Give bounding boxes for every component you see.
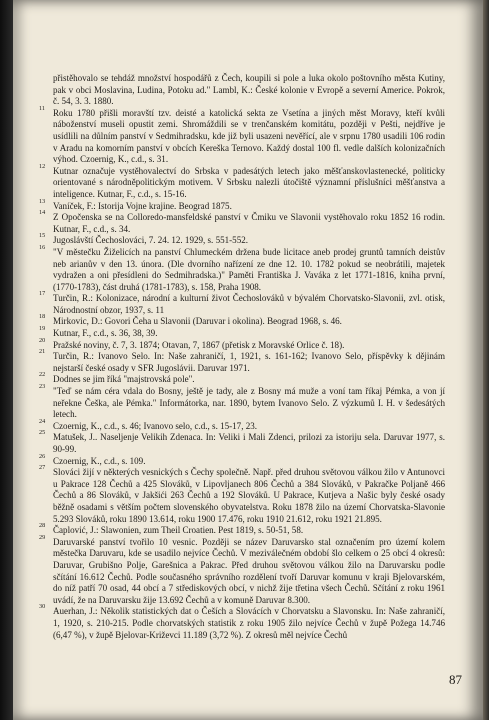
footnote-number: 25 bbox=[39, 429, 46, 437]
footnote-number: 20 bbox=[39, 336, 46, 344]
footnote-number: 28 bbox=[39, 522, 46, 530]
page-edge bbox=[483, 0, 489, 720]
footnote-text: Turčin, R.: Ivanovo Selo. In: Naše zahraničí, 1, 1921, s. 161-162; Ivanovo Selo, příspěvky k dějinám nejstarší české osady v SFR Jugoslávii. Daruvar 1971. bbox=[53, 351, 445, 373]
footnote-number: 11 bbox=[39, 104, 45, 112]
footnote bbox=[39, 348, 445, 374]
footnote-text: Matušek, J.. Naseljenje Velikih Zdenaca. In: Veliki i Mali Zdenci, prilozi za istoriju sela. Daruvar 1977, s. 90-99. bbox=[53, 432, 445, 454]
book-page bbox=[13, 0, 483, 720]
footnote-text: Daruvarské panství tvořilo 10 vesnic. Později se název Daruvarsko stal označením pro území kolem městečka Daruvaru, kde se usadilo nejvíce Čechů. V meziválečném období šlo celkem o 25 obcí 4 okresů: Daruvar, Grubišno Polje, Garešnica a Pakrac. Před druhou světovou válkou žilo na Daruvarsku podle sčítání 16.612 Čechů. Podle současného správního rozdělení tvoří Daruvar komunu v kraji Bjelovarském, do níž patří 70 osad, 44 obcí a 7 střediskových obcí, v nichž žije třetina všech Čechů. Sčítání z roku 1961 uvádí, že na Daruvarsku žije 13.692 Čechů a v komuně Daruvar 8.300. bbox=[53, 536, 445, 605]
footnote-text: Čaplović, J.: Slawonien, zum Theil Croatien. Pest 1819, s. 50-51, 58. bbox=[53, 525, 304, 536]
footnotes-block bbox=[39, 73, 445, 641]
footnote-text: Kutnar označuje vystěhovalectví do Srbska v padesátých letech jako měšťanskovlastenecké, politicky orientované s národněpolitickým motivem. V Srbsku nalezli útočiště významní příslušníci měšťanstva a inteligence. Kutnar, F., c.d., s. 15-16. bbox=[53, 165, 445, 199]
footnote-number: 19 bbox=[39, 325, 46, 333]
footnote bbox=[39, 209, 445, 235]
footnote-number: 13 bbox=[39, 197, 46, 205]
footnote-text: Auerhan, J.: Několik statistických dat o Češích a Slovácích v Chorvatsku a Slavonsku. In: Naše zahraničí, 1, 1920, s. 210-215. Podle chorvatských statistik z roku 1905 žilo nejvíce Čechů v župě Požega 14.746 (6,47 %), v župě Bjelovar-Križevci 11.189 (3,72 %). Z okresů měl nejvíce Čechů bbox=[53, 606, 445, 640]
footnote-text: "Teď se nám céra vdala do Bosny, ještě je tady, ale z Bosny má muže a voní tam říkaj Pémka, a von jí neřekne Češka, ale Pémka." Informátorka, nar. 1890, bytem Ivanovo Selo. Z výzkumů I. H. v šedesátých letech. bbox=[53, 386, 445, 420]
footnote-text: "V městečku Žiželicích na panství Chlumeckém držena bude licitace aneb prodej gruntů tamních deistův neb arianův v den 13. února. (Dle dvorního nařízení ze dne 12. 10. 1782 pokud se neobrátili, majetek vydražen a oni přesídleni do Sedmihradska.)" Paměti Františka J. Vaváka z let 1771-1816, kniha první, (1770-1783), část druhá (1781-1783), s. 158, Praha 1908. bbox=[53, 246, 445, 292]
footnote bbox=[53, 73, 445, 108]
footnote bbox=[39, 313, 445, 328]
footnote-text: Czoernig, K., c.d., s. 46; Ivanovo selo, c.d., s. 15-17, 23. bbox=[53, 420, 258, 431]
footnote-number: 17 bbox=[39, 290, 46, 298]
footnote-text: Slováci žijí v některých vesnických s Čechy společně. Např. před druhou světovou válkou žilo v Antunovci u Pakrace 128 Čechů a 425 Slováků, v Lipovljanech 806 Čechů a 384 Slováků, v Pakračke Poljaně 466 Čechů a 86 Slováků, v Jakšići 263 Čechů a 192 Slováků. U Pakrace, Kutjeva a Našic byly české osady běžně osadami s větším počtem slovenského obyvatelstva. Roku 1878 žilo na území Chorvatska-Slavonie 5.293 Slováků, roku 1890 13.614, roku 1900 17.476, roku 1910 21.612, roku 1921 21.895. bbox=[53, 467, 445, 524]
footnote bbox=[39, 243, 445, 293]
page-number: 87 bbox=[449, 672, 462, 687]
footnote-text: Czoernig, K., c.d., s. 109. bbox=[53, 455, 146, 466]
footnote-text: Turčin, R.: Kolonizace, národní a kulturní život Čechoslováků v bývalém Chorvatsko-Slavonii, zvl. otisk, Národnostní obzor, 1937, s. 11 bbox=[53, 293, 445, 315]
footnote-text: Vaníček, F.: Istorija Vojne krajine. Beograd 1875. bbox=[53, 200, 232, 211]
book-spine-shadow bbox=[0, 0, 13, 720]
footnote-number: 21 bbox=[39, 348, 46, 356]
footnote-text: Kutnar, F., c.d., s. 36, 38, 39. bbox=[53, 328, 158, 339]
footnote bbox=[39, 464, 445, 525]
footnote-number: 15 bbox=[39, 232, 46, 240]
footnote bbox=[39, 290, 445, 316]
footnote-number: 24 bbox=[39, 417, 46, 425]
footnote-number: 30 bbox=[39, 603, 46, 611]
footnote-number: 14 bbox=[39, 209, 46, 217]
footnote-number: 23 bbox=[39, 383, 46, 391]
footnote-number: 12 bbox=[39, 162, 46, 170]
footnote-text: Dodnes se jim říká "majstrovská pole". bbox=[53, 374, 195, 385]
footnote-text: přistěhovalo se tehdáž množství hospodářů z Čech, koupili si pole a luka okolo poštovního města Kutiny, pak v obci Moslavina, Ludina, Potoku ad." Lambl, K.: České kolonie v Evropě a severní Americe. Pokrok, č. 54, 3. 3. 1880. bbox=[53, 73, 445, 107]
footnote bbox=[39, 533, 445, 607]
footnote-text: Jugoslávští Čechoslováci, 7. 24. 12. 1929, s. 551-552. bbox=[53, 235, 248, 246]
footnote bbox=[39, 429, 445, 455]
footnote-number: 29 bbox=[39, 533, 46, 541]
footnote-text: Mirkovic, D.: Govori Čeha u Slavonii (Daruvar i okolina). Beograd 1968, s. 46. bbox=[53, 316, 342, 327]
footnote-number: 16 bbox=[39, 243, 46, 251]
footnote-text: Roku 1780 přišli moravští tzv. deisté a katolická sekta ze Vsetína a jiných měst Moravy, kteří kvůli náboženství museli opustit zemi. Shromáždili se v trenčanském komitátu, později v Pešti, nejdříve je usídlili na důlním panství v Sedmihradsku, kde již byli usazeni nevěřící, ale v srpnu 1780 usadili 106 rodin v Aradu na komorním panství v obcích Kereška Ternovo. Každý dostal 100 fl. vedle dalších kolonizačních výhod. Czoernig, K., c.d., s. 31. bbox=[53, 107, 445, 165]
footnote-number: 27 bbox=[39, 464, 46, 472]
footnote-number: 18 bbox=[39, 313, 46, 321]
footnote bbox=[39, 603, 445, 641]
footnote-text: Z Opočenska se na Colloredo-mansfeldské panství v Čmiku ve Slavonii vystěhovalo roku 1852 16 rodin. Kutnar, F., c.d., s. 34. bbox=[53, 212, 445, 234]
footnote bbox=[39, 371, 445, 386]
footnote-text: Pražské noviny, č. 7, 3. 1874; Otavan, 7, 1867 (přetisk z Moravské Orlice č. 18). bbox=[53, 339, 345, 350]
footnote-number: 22 bbox=[39, 371, 46, 379]
footnote-number: 26 bbox=[39, 452, 46, 460]
